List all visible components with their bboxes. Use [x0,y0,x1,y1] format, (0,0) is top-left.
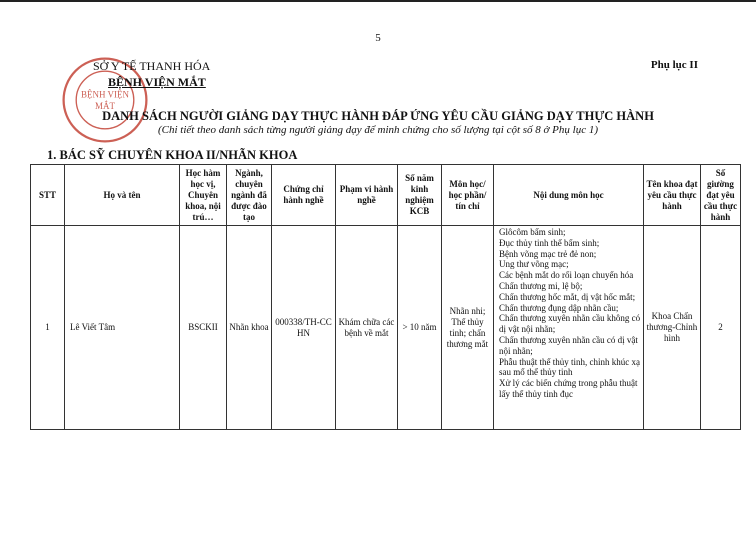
stamp-text-top: BỆNH VIỆN [80,89,130,100]
header-certificate: Chứng chỉ hành nghề [272,165,336,226]
header-beds: Số giường đạt yêu cầu thực hành [701,165,741,226]
cell-subject: Nhãn nhi; Thể thủy tinh; chấn thương mắt [442,226,494,430]
table-row [31,226,741,430]
content-item: Chấn thương hốc mắt, dị vật hốc mắt; [499,291,636,302]
content-item: Chấn thương mi, lệ bộ; [499,280,583,291]
cell-beds: 2 [701,226,741,430]
content-item: Ung thư võng mạc; [499,259,569,270]
cell-major: Nhãn khoa [227,226,272,430]
content-item: Glôcôm bẩm sinh; [499,227,566,237]
org-name: BỆNH VIỆN MẮT [108,75,206,89]
page-number: 5 [375,32,381,44]
cell-stt: 1 [31,226,65,430]
section-title: 1. BÁC SỸ CHUYÊN KHOA II/NHÃN KHOA [47,148,298,162]
header-scope: Phạm vi hành nghề [336,165,398,226]
content-item: Bệnh võng mạc trẻ đẻ non; [499,248,597,259]
org-parent: SỞ Y TẾ THANH HÓA [93,59,211,73]
stamp-text-bottom: MẮT [95,101,115,111]
document-subtitle: (Chi tiết theo danh sách từng người giảng dạy để minh chứng cho số lượng tại cột số 8 ở Phụ lục 1) [157,124,598,136]
header-degree: Học hàm học vị, Chuyên khoa, nội trú… [180,165,227,226]
content-item: Đục thủy tinh thể bẩm sinh; [499,237,600,248]
content-item: Phẫu thuật thể thủy tinh, chỉnh khúc xạ sau mổ thể thủy tinh [499,356,640,378]
instructor-table [30,164,741,430]
content-item: Xử lý các biến chứng trong phẫu thuật lấy thể thủy tinh đục [499,378,638,399]
header-subject: Môn học/ học phần/ tín chỉ [442,165,494,226]
cell-department: Khoa Chấn thương-Chỉnh hình [644,226,701,430]
content-item: Các bệnh mắt do rối loạn chuyển hóa [499,270,634,281]
appendix-label: Phụ lục II [650,59,698,71]
content-item: Chấn thương xuyên nhãn cầu không có dị vật nội nhãn; [499,313,641,335]
cell-name: Lê Viết Tâm [65,226,180,430]
cell-content [494,226,644,430]
content-item: Chấn thương xuyên nhãn cầu có dị vật nội nhãn; [499,334,638,356]
cell-experience: > 10 năm [398,226,442,430]
document-title: DANH SÁCH NGƯỜI GIẢNG DẠY THỰC HÀNH ĐÁP ỨNG YÊU CẦU GIẢNG DẠY THỰC HÀNH [102,109,654,123]
cell-degree: BSCKII [180,226,227,430]
cell-scope: Khám chữa các bệnh về mắt [336,226,398,430]
header-name: Họ và tên [65,165,180,226]
top-border [0,0,756,2]
content-list [499,227,641,400]
header-stt: STT [31,165,65,226]
header-content: Nội dung môn học [494,165,644,226]
table-header-row [31,165,741,226]
header-department: Tên khoa đạt yêu cầu thực hành [644,165,701,226]
header-experience: Số năm kinh nghiệm KCB [398,165,442,226]
content-item: Chấn thương đụng dập nhãn cầu; [499,302,619,313]
header-major: Ngành, chuyên ngành đã được đào tạo [227,165,272,226]
cell-certificate: 000338/TH-CCHN [272,226,336,430]
